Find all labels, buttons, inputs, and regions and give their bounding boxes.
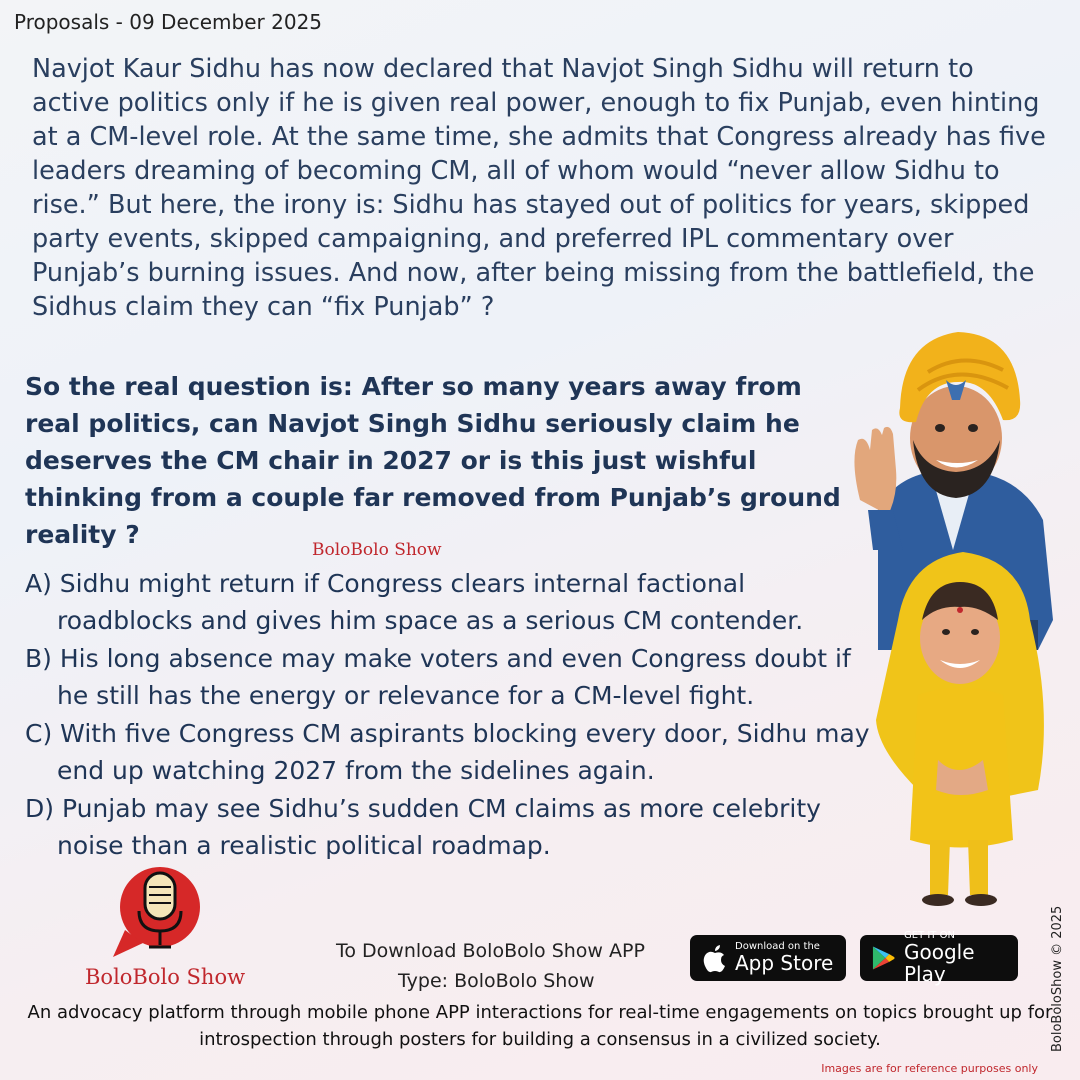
footer-tagline: An advocacy platform through mobile phone APP interactions for real-time engagements on topics brought up for introspection through posters for building a consensus in a civilized society.: [27, 1002, 1053, 1050]
download-type-hint: Type: BoloBolo Show: [398, 970, 595, 992]
option-b[interactable]: B) His long absence may make voters and even Congress doubt if he still has the energy or relevance for a CM-level fight.: [25, 644, 851, 710]
google-play-big-text: Google Play: [904, 940, 975, 986]
apple-icon: [702, 943, 728, 973]
google-play-button[interactable]: [860, 930, 1018, 986]
google-play-small-text: GET IT ON: [904, 930, 955, 941]
caricature-illustration: [838, 320, 1070, 910]
app-store-small-text: Download on the: [735, 941, 820, 952]
answer-options: [25, 565, 875, 865]
logo-wordmark: BoloBolo Show: [85, 965, 246, 989]
app-store-big-text: App Store: [735, 951, 834, 975]
poster-date-header: Proposals - 09 December 2025: [14, 10, 323, 34]
copyright-container: [1046, 905, 1066, 1052]
option-a[interactable]: A) Sidhu might return if Congress clears internal factional roadblocks and gives him space as a serious CM contender.: [25, 569, 804, 635]
intro-paragraph: Navjot Kaur Sidhu has now declared that Navjot Singh Sidhu will return to active politics only if he is given real power, enough to fix Punjab, even hinting at a CM-level role. At the same time, she admits that Congress already has five leaders dreaming of becoming CM, all of whom would “never allow Sidhu to rise.” But here, the irony is: Sidhu has stayed out of politics for years, skipped party events, skipped campaigning, and preferred IPL commentary over Punjab’s burning issues. And now, after being missing from the battlefield, the Sidhus claim they can “fix Punjab” ?: [32, 54, 1046, 322]
google-play-icon: [871, 944, 896, 972]
main-question: So the real question is: After so many years away from real politics, can Navjot Singh Sidhu seriously claim he deserves the CM chair in 2027 or is this just wishful thinking from a couple far removed from Punjab’s ground reality ?: [25, 372, 841, 549]
option-c[interactable]: C) With five Congress CM aspirants blocking every door, Sidhu may end up watching 2027 from the sidelines again.: [25, 719, 870, 785]
copyright-notice: BoloBoloShow © 2025: [1050, 905, 1065, 1052]
option-d[interactable]: D) Punjab may see Sidhu’s sudden CM claims as more celebrity noise than a realistic political roadmap.: [25, 794, 821, 860]
app-store-button[interactable]: [690, 935, 846, 981]
microphone-logo-icon: [105, 865, 205, 965]
download-instruction: To Download BoloBolo Show APP: [336, 940, 645, 962]
brand-watermark: BoloBolo Show: [312, 540, 442, 560]
image-disclaimer: Images are for reference purposes only: [821, 1062, 1038, 1075]
